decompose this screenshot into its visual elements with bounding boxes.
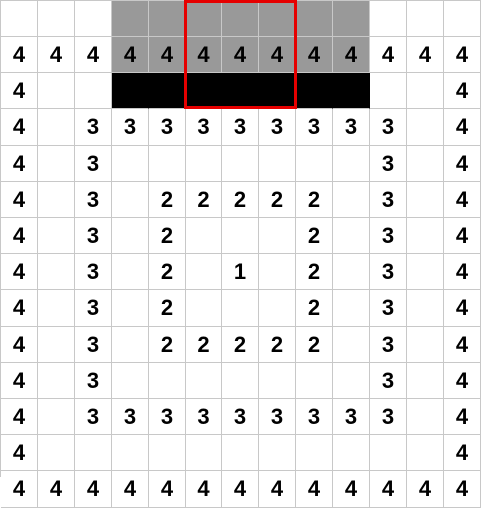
- grid-cell[interactable]: [333, 290, 370, 327]
- grid-cell[interactable]: [38, 290, 75, 327]
- grid-cell[interactable]: 3: [75, 182, 112, 218]
- grid-cell[interactable]: 2: [259, 182, 296, 218]
- grid-cell[interactable]: [38, 218, 75, 254]
- grid-cell[interactable]: 4: [444, 363, 481, 399]
- grid-cell[interactable]: [370, 435, 407, 471]
- grid-cell[interactable]: 3: [370, 399, 407, 435]
- grid-cell[interactable]: 2: [296, 290, 333, 327]
- grid-cell[interactable]: [38, 327, 75, 363]
- grid-cell[interactable]: 4: [1, 182, 38, 218]
- grid-cell[interactable]: 4: [444, 109, 481, 146]
- grid-cell[interactable]: [75, 1, 112, 37]
- grid-cell[interactable]: [370, 1, 407, 37]
- grid-cell[interactable]: [38, 1, 75, 37]
- grid-cell[interactable]: 3: [333, 399, 370, 435]
- grid-cell[interactable]: 4: [38, 471, 75, 508]
- grid-cell[interactable]: [186, 435, 222, 471]
- grid-cell[interactable]: 4: [186, 37, 222, 73]
- grid-cell[interactable]: [333, 146, 370, 182]
- grid-cell[interactable]: [296, 435, 333, 471]
- grid-cell[interactable]: 4: [149, 37, 186, 73]
- grid-cell[interactable]: 2: [296, 182, 333, 218]
- grid-cell[interactable]: [407, 327, 444, 363]
- grid-cell[interactable]: [407, 73, 444, 109]
- grid-cell[interactable]: [112, 327, 149, 363]
- grid-cell[interactable]: 2: [149, 290, 186, 327]
- grid-cell[interactable]: 3: [333, 109, 370, 146]
- grid-cell[interactable]: 3: [186, 109, 222, 146]
- grid-cell[interactable]: 3: [186, 399, 222, 435]
- grid-cell[interactable]: [222, 218, 259, 254]
- grid-cell[interactable]: 4: [1, 109, 38, 146]
- grid-cell[interactable]: 4: [370, 471, 407, 508]
- grid-cell[interactable]: 4: [444, 435, 481, 471]
- grid-cell[interactable]: [149, 73, 186, 109]
- grid-cell[interactable]: 3: [370, 254, 407, 290]
- grid-cell[interactable]: 1: [222, 254, 259, 290]
- grid-cell[interactable]: 4: [186, 471, 222, 508]
- grid-cell[interactable]: 4: [444, 290, 481, 327]
- grid-cell[interactable]: 3: [370, 109, 407, 146]
- grid-cell[interactable]: 3: [370, 363, 407, 399]
- grid-cell[interactable]: 4: [1, 471, 38, 508]
- grid-cell[interactable]: 3: [370, 327, 407, 363]
- grid-cell[interactable]: [186, 218, 222, 254]
- grid-cell[interactable]: 3: [222, 109, 259, 146]
- grid-cell[interactable]: [38, 399, 75, 435]
- grid-cell[interactable]: 3: [112, 399, 149, 435]
- grid-cell[interactable]: [407, 435, 444, 471]
- grid-cell[interactable]: [407, 399, 444, 435]
- grid-cell[interactable]: [75, 73, 112, 109]
- grid-cell[interactable]: 4: [333, 37, 370, 73]
- grid-cell[interactable]: [1, 1, 38, 37]
- grid-cell[interactable]: 4: [444, 399, 481, 435]
- grid-cell[interactable]: [38, 435, 75, 471]
- grid-cell[interactable]: [112, 146, 149, 182]
- grid-cell[interactable]: 3: [75, 327, 112, 363]
- grid-cell[interactable]: [407, 146, 444, 182]
- grid-cell[interactable]: 3: [75, 146, 112, 182]
- grid-cell[interactable]: 2: [149, 327, 186, 363]
- grid-cell[interactable]: 4: [444, 146, 481, 182]
- grid-cell[interactable]: [38, 146, 75, 182]
- grid-cell[interactable]: [112, 1, 149, 37]
- grid-cell[interactable]: 2: [296, 218, 333, 254]
- grid-cell[interactable]: 3: [259, 109, 296, 146]
- grid-cell[interactable]: [333, 254, 370, 290]
- grid-cell[interactable]: 3: [149, 399, 186, 435]
- grid-cell[interactable]: [259, 73, 296, 109]
- grid-cell[interactable]: 2: [186, 182, 222, 218]
- grid-cell[interactable]: 3: [296, 399, 333, 435]
- grid-cell[interactable]: 4: [444, 182, 481, 218]
- grid-cell[interactable]: 2: [149, 182, 186, 218]
- grid-cell[interactable]: 3: [222, 399, 259, 435]
- grid-cell[interactable]: [259, 435, 296, 471]
- grid-cell[interactable]: 2: [296, 254, 333, 290]
- grid-cell[interactable]: 4: [333, 471, 370, 508]
- grid-cell[interactable]: [112, 290, 149, 327]
- grid-cell[interactable]: [333, 435, 370, 471]
- grid-cell[interactable]: 3: [75, 254, 112, 290]
- grid-cell[interactable]: [112, 182, 149, 218]
- grid-cell[interactable]: 2: [222, 182, 259, 218]
- grid-cell[interactable]: 2: [149, 254, 186, 290]
- grid-cell[interactable]: 3: [75, 399, 112, 435]
- grid-cell[interactable]: 3: [75, 290, 112, 327]
- grid-cell[interactable]: [112, 435, 149, 471]
- grid-cell[interactable]: [149, 435, 186, 471]
- grid-cell[interactable]: 4: [75, 471, 112, 508]
- grid-cell[interactable]: [259, 254, 296, 290]
- grid-cell[interactable]: [222, 363, 259, 399]
- grid-cell[interactable]: [186, 146, 222, 182]
- grid-cell[interactable]: [112, 363, 149, 399]
- grid-cell[interactable]: 4: [75, 37, 112, 73]
- grid-cell[interactable]: [296, 73, 333, 109]
- grid-cell[interactable]: [333, 1, 370, 37]
- grid-cell[interactable]: 3: [370, 290, 407, 327]
- grid-cell[interactable]: 3: [75, 363, 112, 399]
- grid-cell[interactable]: 4: [112, 37, 149, 73]
- grid-cell[interactable]: [407, 290, 444, 327]
- grid-cell[interactable]: [259, 363, 296, 399]
- grid-cell[interactable]: [296, 146, 333, 182]
- grid-cell[interactable]: 4: [1, 73, 38, 109]
- grid-cell[interactable]: 3: [370, 218, 407, 254]
- grid-cell[interactable]: 3: [149, 109, 186, 146]
- grid-cell[interactable]: [333, 327, 370, 363]
- grid-cell[interactable]: 4: [259, 37, 296, 73]
- grid-cell[interactable]: [222, 73, 259, 109]
- grid-cell[interactable]: 4: [1, 290, 38, 327]
- grid-cell[interactable]: 4: [444, 218, 481, 254]
- grid-cell[interactable]: [38, 109, 75, 146]
- grid-cell[interactable]: [186, 363, 222, 399]
- grid-cell[interactable]: [186, 290, 222, 327]
- grid-cell[interactable]: [38, 182, 75, 218]
- grid-cell[interactable]: [222, 146, 259, 182]
- grid-cell[interactable]: [444, 1, 481, 37]
- grid-cell[interactable]: 3: [75, 109, 112, 146]
- grid-cell[interactable]: [407, 109, 444, 146]
- grid-cell[interactable]: [112, 218, 149, 254]
- grid-cell[interactable]: 4: [222, 471, 259, 508]
- grid-cell[interactable]: 3: [370, 182, 407, 218]
- grid-cell[interactable]: 4: [407, 37, 444, 73]
- grid-cell[interactable]: [259, 290, 296, 327]
- grid-cell[interactable]: 2: [222, 327, 259, 363]
- grid-cell[interactable]: 4: [296, 471, 333, 508]
- grid-cell[interactable]: [407, 218, 444, 254]
- grid-cell[interactable]: [112, 254, 149, 290]
- grid-cell[interactable]: 3: [370, 146, 407, 182]
- grid-cell[interactable]: [259, 146, 296, 182]
- grid-cell[interactable]: [149, 1, 186, 37]
- grid-cell[interactable]: [407, 254, 444, 290]
- grid-cell[interactable]: [296, 363, 333, 399]
- grid-cell[interactable]: 4: [259, 471, 296, 508]
- grid-cell[interactable]: 4: [1, 399, 38, 435]
- grid-cell[interactable]: [38, 254, 75, 290]
- grid-cell[interactable]: [259, 1, 296, 37]
- grid-cell[interactable]: [259, 218, 296, 254]
- grid-cell[interactable]: 4: [1, 218, 38, 254]
- grid-cell[interactable]: 4: [1, 327, 38, 363]
- grid-cell[interactable]: 2: [186, 327, 222, 363]
- grid-cell[interactable]: [222, 1, 259, 37]
- grid-cell[interactable]: 4: [444, 73, 481, 109]
- grid-cell[interactable]: 2: [149, 218, 186, 254]
- grid-cell[interactable]: 2: [259, 327, 296, 363]
- grid-cell[interactable]: [38, 73, 75, 109]
- grid-cell[interactable]: 4: [222, 37, 259, 73]
- grid-cell[interactable]: 4: [1, 435, 38, 471]
- grid-cell[interactable]: [333, 73, 370, 109]
- grid-cell[interactable]: [407, 1, 444, 37]
- grid-cell[interactable]: 4: [38, 37, 75, 73]
- grid-cell[interactable]: [75, 435, 112, 471]
- grid-cell[interactable]: [186, 1, 222, 37]
- grid-cell[interactable]: 4: [1, 146, 38, 182]
- grid-cell[interactable]: [149, 146, 186, 182]
- grid-cell[interactable]: 4: [444, 471, 481, 508]
- grid-cell[interactable]: 4: [407, 471, 444, 508]
- grid-cell[interactable]: 4: [370, 37, 407, 73]
- grid-cell[interactable]: [222, 435, 259, 471]
- grid-cell[interactable]: 3: [296, 109, 333, 146]
- grid-cell[interactable]: [407, 363, 444, 399]
- grid-cell[interactable]: 4: [296, 37, 333, 73]
- grid-cell[interactable]: [38, 363, 75, 399]
- grid-cell[interactable]: 4: [444, 37, 481, 73]
- grid-cell[interactable]: [333, 182, 370, 218]
- grid-cell[interactable]: [186, 254, 222, 290]
- grid-cell[interactable]: 4: [112, 471, 149, 508]
- grid-cell[interactable]: [370, 73, 407, 109]
- grid-cell[interactable]: 4: [1, 254, 38, 290]
- grid-cell[interactable]: 4: [1, 363, 38, 399]
- grid-cell[interactable]: 2: [296, 327, 333, 363]
- grid-cell[interactable]: [296, 1, 333, 37]
- grid-cell[interactable]: [112, 73, 149, 109]
- grid-cell[interactable]: 3: [259, 399, 296, 435]
- grid-cell[interactable]: [186, 73, 222, 109]
- grid-cell[interactable]: 4: [444, 254, 481, 290]
- grid-cell[interactable]: [222, 290, 259, 327]
- grid-cell[interactable]: 4: [1, 37, 38, 73]
- grid-cell[interactable]: [407, 182, 444, 218]
- grid-cell[interactable]: 3: [75, 218, 112, 254]
- grid-cell[interactable]: 4: [444, 327, 481, 363]
- grid-cell[interactable]: [333, 218, 370, 254]
- grid-cell[interactable]: [149, 363, 186, 399]
- grid-cell[interactable]: 4: [149, 471, 186, 508]
- grid-cell[interactable]: [333, 363, 370, 399]
- grid-cell[interactable]: 3: [112, 109, 149, 146]
